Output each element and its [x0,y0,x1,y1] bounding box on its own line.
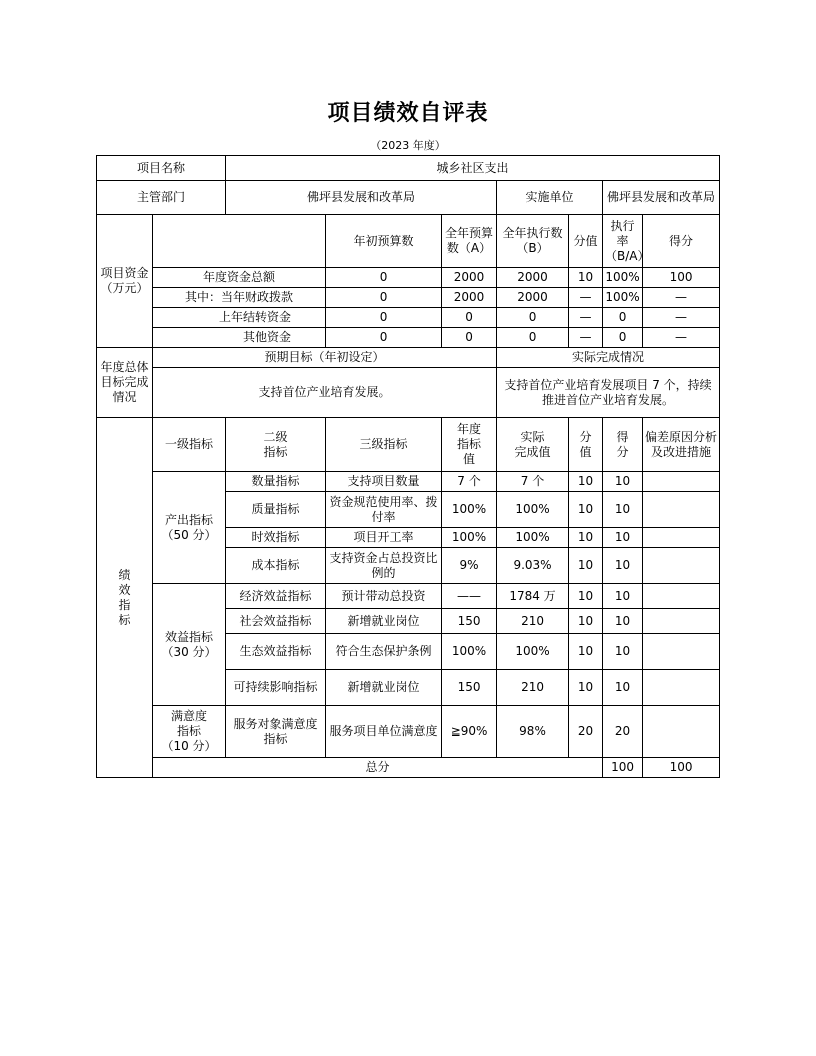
ind-score-value: 10 [569,584,603,609]
ind-level2: 社会效益指标 [226,609,326,634]
ind-actual: 210 [497,670,569,706]
fund-row-score-value: — [569,328,603,348]
fund-row [97,328,720,348]
fund-row-annual: 2000 [442,268,497,288]
ind-score: 20 [603,706,643,758]
ind-score: 10 [603,584,643,609]
fund-row-rate: 100% [603,288,643,308]
project-name-value: 城乡社区支出 [226,156,720,181]
indicator-row [97,472,720,492]
ind-level1: 产出指标 （50 分） [153,472,226,584]
total-score: 100 [643,758,720,778]
ind-level3: 支持资金占总投资比例的 [326,548,442,584]
fund-header-score: 得分 [643,215,720,268]
form-subtitle: （2023 年度） [370,139,446,152]
total-score-value: 100 [603,758,643,778]
ind-score-value: 20 [569,706,603,758]
project-name-row [97,156,720,181]
department-row [97,181,720,215]
fund-row-initial: 0 [326,308,442,328]
ind-actual: 9.03% [497,548,569,584]
ind-actual: 210 [497,609,569,634]
fund-row-rate: 100% [603,268,643,288]
ind-deviation [643,634,720,670]
evaluation-table [96,155,720,778]
ind-score: 10 [603,609,643,634]
fund-header-rate: 执行率（B/A） [603,215,643,268]
ind-target: —— [442,584,497,609]
fund-row [97,288,720,308]
ind-level2: 生态效益指标 [226,634,326,670]
fund-header-annual: 全年预算数（A） [442,215,497,268]
ind-level2: 经济效益指标 [226,584,326,609]
ind-deviation [643,584,720,609]
fund-row-score-value: — [569,288,603,308]
annual-goal-header-row [97,348,720,368]
fund-row [97,308,720,328]
ind-target: ≧90% [442,706,497,758]
ind-deviation [643,548,720,584]
expected-goal-text: 支持首位产业培育发展。 [153,368,497,418]
fund-row-label: 其中：当年财政拨款 [153,288,326,308]
ind-deviation [643,670,720,706]
fund-row-rate: 0 [603,308,643,328]
funds-label: 项目资金 （万元） [97,215,153,348]
ind-score: 10 [603,492,643,528]
fund-row-score: — [643,308,720,328]
ind-level3: 项目开工率 [326,528,442,548]
form-title: 项目绩效自评表 [327,101,489,126]
ind-deviation [643,492,720,528]
ind-score: 10 [603,472,643,492]
ind-actual: 98% [497,706,569,758]
fund-row-label: 年度资金总额 [153,268,326,288]
impl-unit-label: 实施单位 [497,181,603,215]
department-value: 佛坪县发展和改革局 [226,181,497,215]
fund-header-blank [153,215,326,268]
indicator-row [97,706,720,758]
fund-header-initial: 年初预算数 [326,215,442,268]
fund-row-label: 上年结转资金 [153,308,326,328]
indicators-label: 绩 效 指 标 [97,418,153,778]
indicator-header-row [97,418,720,472]
ind-level3: 资金规范使用率、拨付率 [326,492,442,528]
ind-score: 10 [603,634,643,670]
ind-actual: 100% [497,528,569,548]
fund-row-executed: 0 [497,328,569,348]
ind-level3: 预计带动总投资 [326,584,442,609]
expected-goal-label: 预期目标（年初设定） [153,348,497,368]
ind-target: 150 [442,670,497,706]
ind-score: 10 [603,548,643,584]
ind-target: 7 个 [442,472,497,492]
ind-score: 10 [603,670,643,706]
total-row [97,758,720,778]
ind-score-value: 10 [569,472,603,492]
fund-row-score: 100 [643,268,720,288]
ind-level3: 符合生态保护条例 [326,634,442,670]
ind-header-target: 年度 指标 值 [442,418,497,472]
ind-score-value: 10 [569,609,603,634]
ind-level3: 支持项目数量 [326,472,442,492]
fund-header-executed: 全年执行数（B） [497,215,569,268]
ind-target: 150 [442,609,497,634]
fund-row [97,268,720,288]
ind-score-value: 10 [569,634,603,670]
ind-score-value: 10 [569,528,603,548]
ind-level2: 数量指标 [226,472,326,492]
ind-target: 100% [442,492,497,528]
ind-level3: 服务项目单位满意度 [326,706,442,758]
ind-level2: 服务对象满意度指标 [226,706,326,758]
fund-row-executed: 2000 [497,268,569,288]
fund-row-initial: 0 [326,328,442,348]
ind-level2: 时效指标 [226,528,326,548]
ind-deviation [643,706,720,758]
ind-score: 10 [603,528,643,548]
ind-actual: 7 个 [497,472,569,492]
actual-completion-text: 支持首位产业培育发展项目 7 个，持续推进首位产业培育发展。 [497,368,720,418]
fund-row-annual: 0 [442,328,497,348]
ind-score-value: 10 [569,670,603,706]
fund-row-score-value: 10 [569,268,603,288]
fund-header-row [97,215,720,268]
fund-row-score: — [643,328,720,348]
ind-actual: 100% [497,634,569,670]
total-label: 总分 [153,758,603,778]
fund-row-score: — [643,288,720,308]
ind-level3: 新增就业岗位 [326,670,442,706]
ind-target: 100% [442,528,497,548]
ind-header-deviation: 偏差原因分析及改进措施 [643,418,720,472]
ind-header-score-value: 分 值 [569,418,603,472]
actual-completion-label: 实际完成情况 [497,348,720,368]
annual-goal-label: 年度总体目标完成情况 [97,348,153,418]
fund-row-initial: 0 [326,268,442,288]
ind-target: 100% [442,634,497,670]
ind-actual: 100% [497,492,569,528]
ind-deviation [643,609,720,634]
ind-header-actual: 实际 完成值 [497,418,569,472]
project-name-label: 项目名称 [97,156,226,181]
fund-row-initial: 0 [326,288,442,308]
indicator-row [97,584,720,609]
ind-header-level2: 二级 指标 [226,418,326,472]
ind-level1: 效益指标 （30 分） [153,584,226,706]
fund-row-annual: 2000 [442,288,497,308]
fund-row-rate: 0 [603,328,643,348]
fund-row-score-value: — [569,308,603,328]
fund-row-label: 其他资金 [153,328,326,348]
ind-level2: 成本指标 [226,548,326,584]
annual-goal-content-row [97,368,720,418]
fund-row-executed: 0 [497,308,569,328]
impl-unit-value: 佛坪县发展和改革局 [603,181,720,215]
fund-row-executed: 2000 [497,288,569,308]
ind-level1: 满意度 指标 （10 分） [153,706,226,758]
ind-deviation [643,528,720,548]
ind-header-level1: 一级指标 [153,418,226,472]
ind-level3: 新增就业岗位 [326,609,442,634]
fund-row-annual: 0 [442,308,497,328]
ind-score-value: 10 [569,492,603,528]
ind-level2: 可持续影响指标 [226,670,326,706]
ind-score-value: 10 [569,548,603,584]
ind-header-level3: 三级指标 [326,418,442,472]
ind-header-score: 得 分 [603,418,643,472]
ind-actual: 1784 万 [497,584,569,609]
ind-target: 9% [442,548,497,584]
ind-level2: 质量指标 [226,492,326,528]
ind-deviation [643,472,720,492]
department-label: 主管部门 [97,181,226,215]
fund-header-score-value: 分值 [569,215,603,268]
